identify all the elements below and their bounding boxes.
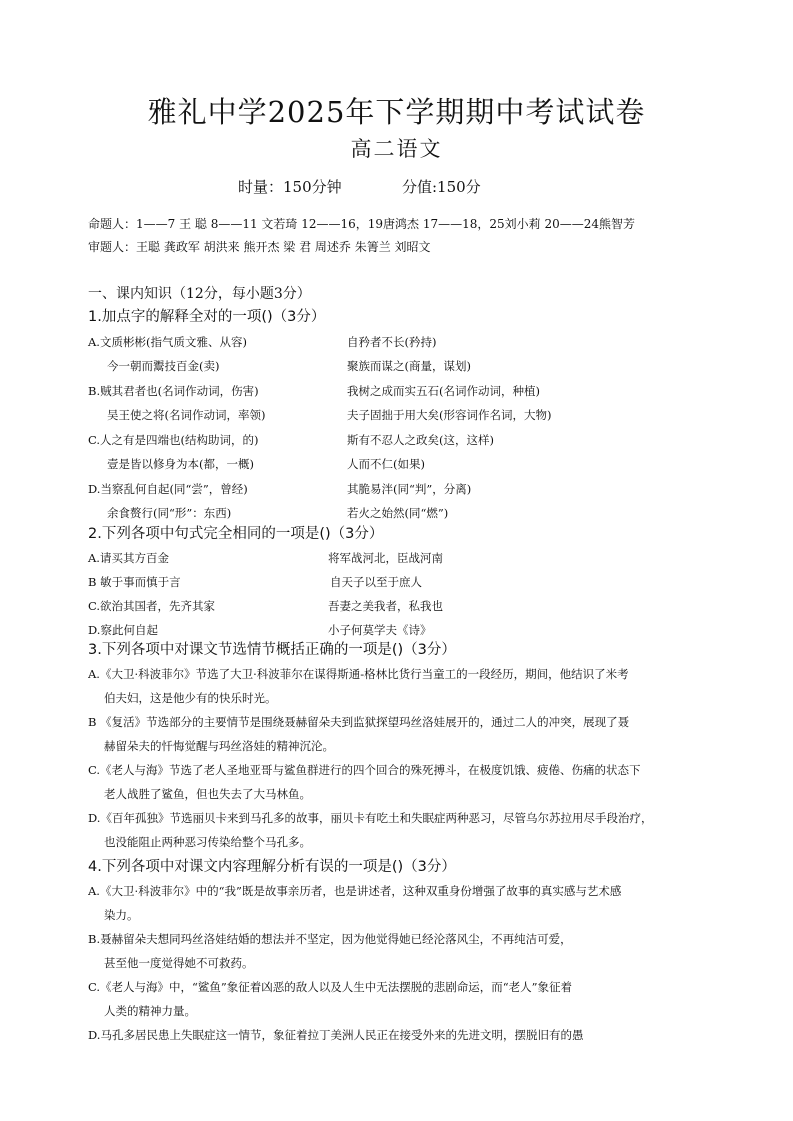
- q2-option-text: D.察此何自起: [88, 623, 158, 637]
- q3-option-b-line1: B 《复活》节选部分的主要情节是围绕聂赫留朵夫到监狱探望玛丝洛娃展开的，通过二人的冲突，展现了聂: [88, 715, 630, 729]
- exam-authors: 命题人：1——7 王 聪 8——11 文若琦 12——16，19唐鸿杰 17——18，25刘小莉 20——24熊智芳: [88, 217, 636, 231]
- q1-option-text: 其脆易泮(同“判”，分离): [347, 482, 472, 496]
- q2-option-text: 自天子以至于庶人: [330, 575, 422, 589]
- q4-option-b-line2: 甚至他一度觉得她不可救药。: [104, 956, 254, 970]
- q1-option-text: 聚族而谋之(商量，谋划): [347, 359, 471, 373]
- q3-option-a-line2: 伯夫妇，这是他少有的快乐时光。: [104, 691, 277, 705]
- exam-title: 雅礼中学2025年下学期期中考试试卷: [147, 95, 646, 129]
- exam-reviewers: 审题人：王聪 龚政军 胡洪来 熊开杰 梁 君 周述乔 朱箐兰 刘昭文: [88, 240, 431, 254]
- q4-option-d-line1: D.马孔多居民患上失眠症这一情节，象征着拉丁美洲人民正在接受外来的先进文明，摆脱旧有的愚: [88, 1028, 584, 1042]
- q4-option-a-line2: 染力。: [104, 908, 139, 922]
- exam-time: 时量：150分钟: [238, 178, 342, 196]
- q1-option-text: 夫子固拙于用大矣(形容词作名词，大物): [347, 408, 552, 422]
- q3-option-c-line2: 老人战胜了鲨鱼，但也失去了大马林鱼。: [104, 787, 311, 801]
- q1-option-text: D.当察乱何自起(同“尝”，曾经): [88, 482, 248, 496]
- q4-option-c-line2: 人类的精神力量。: [104, 1004, 196, 1018]
- section-heading: 一、课内知识（12分，每小题3分）: [88, 286, 311, 302]
- q2-option-text: 将军战河北，臣战河南: [328, 551, 443, 565]
- question-2-stem: 2.下列各项中句式完全相同的一项是()（3分）: [88, 526, 384, 542]
- q1-option-text: 吴王使之将(名词作动词，率领): [107, 408, 266, 422]
- q2-option-text: B 敏于事而慎于言: [88, 575, 181, 589]
- q4-option-c-line1: C.《老人与海》中，“鲨鱼”象征着凶恶的敌人以及人生中无法摆脱的悲剧命运，而“老人”象征着: [88, 980, 573, 994]
- question-3-options: [88, 662, 713, 854]
- question-4-options: [88, 879, 713, 1047]
- q3-option-c-line1: C.《老人与海》节选了老人圣地亚哥与鲨鱼群进行的四个回合的殊死搏斗，在极度饥饿、疲倦、伤痛的状态下: [88, 763, 641, 777]
- q3-option-d-line2: 也没能阻止两种恶习传染给整个马孔多。: [104, 835, 311, 849]
- q2-option-text: A.请买其方百金: [88, 551, 169, 565]
- question-1-stem: 1.加点字的解释全对的一项()（3分）: [88, 309, 326, 325]
- q2-option-text: 吾妻之美我者，私我也: [328, 599, 443, 613]
- exam-score: 分值:150分: [402, 178, 481, 196]
- q1-option-text: 自矜者不长(矜持): [347, 335, 437, 349]
- q1-option-text: 壹是皆以修身为本(都，一概): [107, 457, 254, 471]
- exam-subject: 高二语文: [350, 137, 443, 161]
- q3-option-d-line1: D.《百年孤独》节选丽贝卡来到马孔多的故事，丽贝卡有吃土和失眠症两种恶习，尽管乌尔苏拉用尽手段治疗，: [88, 811, 653, 825]
- q1-option-text: 今一朝而鬻技百金(卖): [107, 359, 220, 373]
- exam-timing: [0, 176, 793, 200]
- q1-option-text: B.贼其君者也(名词作动词，伤害): [88, 384, 259, 398]
- q1-option-text: A.文质彬彬(指气质文雅、从容): [88, 335, 247, 349]
- q3-option-a-line1: A.《大卫·科波菲尔》节选了大卫·科波菲尔在谋得斯通-格林比货行当童工的一段经历，期间，他结识了米考: [88, 667, 629, 681]
- q2-option-text: C.欲治其国者，先齐其家: [88, 599, 216, 613]
- q1-option-text: 余食赘行(同“形”：东西): [107, 506, 232, 520]
- q1-option-text: 若火之始然(同“燃”): [347, 506, 449, 520]
- q1-option-text: 我树之成而实五石(名词作动词，种植): [347, 384, 540, 398]
- q1-option-text: C.人之有是四端也(结构助词，的): [88, 433, 259, 447]
- question-4-stem: 4.下列各项中对课文内容理解分析有误的一项是()（3分）: [88, 859, 456, 875]
- q4-option-b-line1: B.聂赫留朵夫想同玛丝洛娃结婚的想法并不坚定，因为他觉得她已经沦落风尘，不再纯洁可爱，: [88, 932, 572, 946]
- q1-option-text: 斯有不忍人之政矣(这，这样): [347, 433, 494, 447]
- question-3-stem: 3.下列各项中对课文节选情节概括正确的一项是()（3分）: [88, 642, 456, 658]
- q2-option-text: 小子何莫学夫《诗》: [328, 623, 432, 637]
- q3-option-b-line2: 赫留朵夫的忏悔觉醒与玛丝洛娃的精神沉沦。: [104, 739, 334, 753]
- q4-option-a-line1: A.《大卫·科波菲尔》中的“我”既是故事亲历者，也是讲述者，这种双重身份增强了故事的真实感与艺术感: [88, 884, 622, 898]
- q1-option-text: 人而不仁(如果): [347, 457, 425, 471]
